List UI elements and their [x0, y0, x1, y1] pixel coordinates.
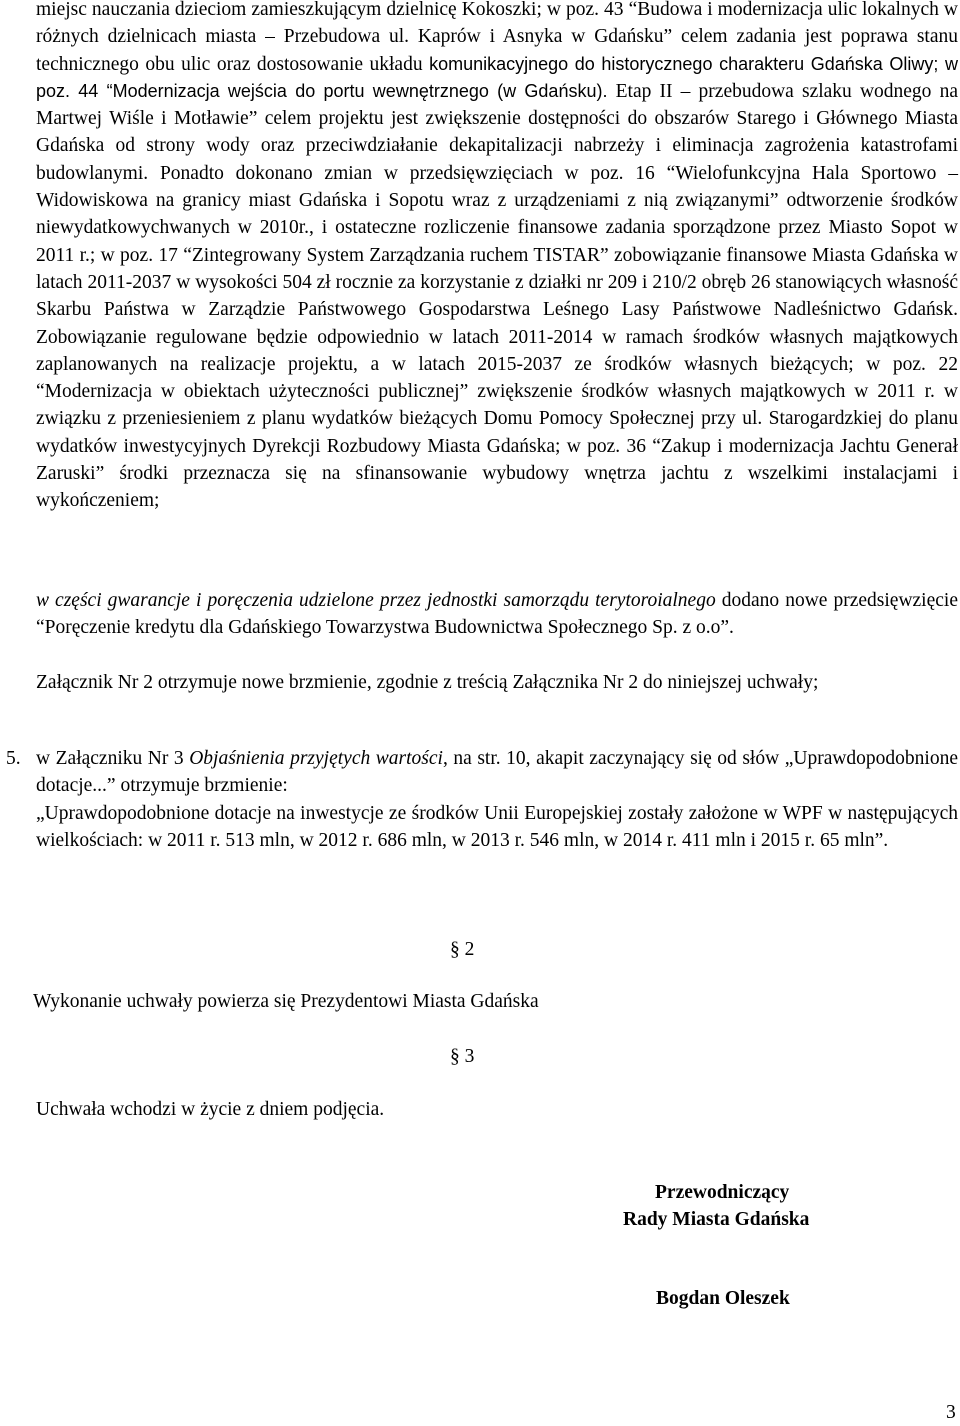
- guarantees-text: dodano nowe przedsięwzięcie “Poręczenie kredytu dla Gdańskiego Towarzystwa Budownictwa Społecznego Sp. z o.o”.: [36, 590, 958, 639]
- guarantees-paragraph: [36, 587, 958, 642]
- annex-paragraph: Załącznik Nr 2 otrzymuje nowe brzmienie, zgodnie z treścią Załącznika Nr 2 do niniejszej uchwały;: [36, 672, 819, 693]
- item-5-pre: w Załączniku Nr 3: [36, 748, 190, 769]
- section-2-heading: § 2: [450, 939, 475, 960]
- main-paragraph-part: komunikacyjnego do historycznego charakteru Gdańska Oliwy; w poz. 44 “Modernizacja wejścia do portu wewnętrznego (w Gdańsku).: [36, 53, 958, 101]
- item-5-paragraph: [36, 745, 958, 800]
- item-5-italic: Objaśnienia przyjętych wartości: [189, 748, 443, 769]
- section-2-text: Wykonanie uchwały powierza się Prezydentowi Miasta Gdańska: [33, 991, 539, 1012]
- item-5-number: 5.: [6, 748, 21, 769]
- main-paragraph-part: miejsc nauczania dzieciom zamieszkującym dzielnicę Kokoszki; w poz. 43 “Budowa i modernizacja ulic lokalnych w różnych dzielnicach miasta – Przebudowa ul. Kaprów i Asnyka w Gdańsku” celem zadania jest poprawa stanu technicznego obu ulic oraz dostosowanie układu: [36, 0, 958, 75]
- section-3-heading: § 3: [450, 1046, 475, 1067]
- section-3-text: Uchwała wchodzi w życie z dniem podjęcia.: [36, 1099, 385, 1120]
- item-5-post: , na str. 10, akapit zaczynający się od słów „Uprawdopodobnione dotacje...” otrzymuje brzmienie:: [36, 748, 958, 797]
- main-paragraph-part: Etap II – przebudowa szlaku wodnego na Martwej Wiśle i Motławie” celem projektu jest zwiększenie dostępności do obszarów Starego i Głównego Miasta Gdańska od strony wody oraz przeciwdziałanie dekapitalizacji nabrzeży i eliminacja zagrożenia katastrofami budowlanymi. Ponadto dokonano zmian w przedsięwzięciach w poz. 16 “Wielofunkcyjna Hala Sportowo – Widowiskowa na granicy miast Gdańska i Sopotu wraz z urządzeniami z nią związanymi” odtworzenie środków niewydatkowychwanych w 2010r., i ostateczne rozliczenie finansowe zadania sporządzone przez Miasto Sopot w 2011 r.; w poz. 17 “Zintegrowany System Zarządzania ruchem TISTAR” zobowiązanie finansowe Miasta Gdańska w latach 2011-2037 w wysokości 504 zł rocznie za korzystanie z działki nr 209 i 210/2 obręb 26 stanowiących własność Skarbu Państwa w Zarządzie Państwowego Gospodarstwa Leśnego Lasy Państwowe Nadleśnictwo Gdańsk. Zobowiązanie regulowane będzie odpowiednio w latach 2011-2014 w ramach środków własnych majątkowych zaplanowanych na realizacje projektu, a w latach 2015-2037 ze środków własnych bieżących; w poz. 22 “Modernizacja w obiektach użyteczności publicznej” zwiększenie środków własnych majątkowych w 2011 r. w związku z przeniesieniem z planu wydatków bieżących Domu Pomocy Społecznej przy ul. Starogardzkiej do planu wydatków inwestycyjnych Dyrekcji Rozbudowy Miasta Gdańska; w poz. 36 “Zakup i modernizacja Jachtu Generał Zaruski” środki przeznacza się na sfinansowanie wybudowy wnętrza jachtu z wszelkimi instalacjami i wykończeniem;: [36, 80, 958, 512]
- signature-title: Przewodniczący: [655, 1182, 790, 1203]
- guarantees-italic: w części gwarancje i poręczenia udzielone przez jednostki samorządu terytoroialnego: [36, 590, 716, 611]
- signature-name: Bogdan Oleszek: [656, 1288, 790, 1309]
- item-5-quote: „Uprawdopodobnione dotacje na inwestycje ze środków Unii Europejskiej zostały założone w WPF w następujących wielkościach: w 2011 r. 513 mln, w 2012 r. 686 mln, w 2013 r. 546 mln, w 2014 r. 411 mln i 2015 r. 65 mln”.: [36, 803, 958, 852]
- main-paragraph: [36, 0, 958, 515]
- page-number: 3: [946, 1402, 956, 1423]
- signature-council: Rady Miasta Gdańska: [623, 1209, 810, 1230]
